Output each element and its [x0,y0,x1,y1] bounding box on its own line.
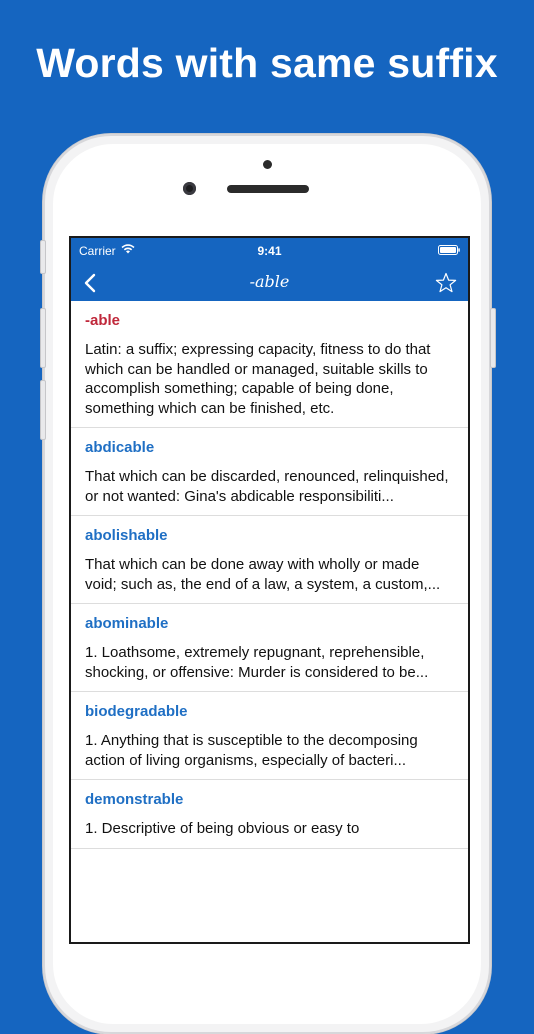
front-camera-icon [183,182,196,195]
entry-term: -able [85,312,121,329]
word-list [71,301,468,849]
navigation-bar [71,265,468,301]
status-time: 9:41 [257,244,282,258]
entry-definition: 1. Anything that is susceptible to the decomposing action of living organisms, especially of bacteri... [85,732,418,769]
favorite-star-icon[interactable] [434,271,458,295]
status-bar [71,238,468,265]
entry-term: abdicable [85,439,155,456]
list-item-abolishable[interactable] [71,516,468,604]
power-button [490,308,496,368]
page-title: -able [249,272,290,291]
volume-up-button [40,308,46,368]
volume-down-button [40,380,46,440]
list-item-able[interactable] [71,301,468,428]
app-screen [69,236,470,944]
entry-definition: 1. Loathsome, extremely repugnant, reprehensible, shocking, or offensive: Murder is considered to be... [85,644,429,681]
entry-definition: That which can be done away with wholly or made void; such as, the end of a law, a system, a custom,... [85,556,441,593]
entry-term: abolishable [85,527,168,544]
entry-term: abominable [85,615,169,632]
list-item-abominable[interactable] [71,604,468,692]
list-item-demonstrable[interactable] [71,780,468,849]
headline: Words with same suffix [36,40,498,86]
entry-definition: That which can be discarded, renounced, relinquished, or not wanted: Gina's abdicable responsibiliti... [85,468,449,505]
entry-definition: 1. Descriptive of being obvious or easy to [85,820,360,837]
list-item-biodegradable[interactable] [71,692,468,780]
earpiece-speaker [227,185,309,193]
list-item-abdicable[interactable] [71,428,468,516]
entry-definition: Latin: a suffix; expressing capacity, fitness to do that which can be handled or managed, suitable skills to accomplish something; capable of being done, something which can be finished, etc. [85,341,431,417]
entry-term: biodegradable [85,703,188,720]
battery-icon [438,245,460,255]
mute-switch [40,240,46,274]
proximity-sensor [263,160,272,169]
carrier-label: Carrier [79,244,116,258]
entry-term: demonstrable [85,791,184,808]
